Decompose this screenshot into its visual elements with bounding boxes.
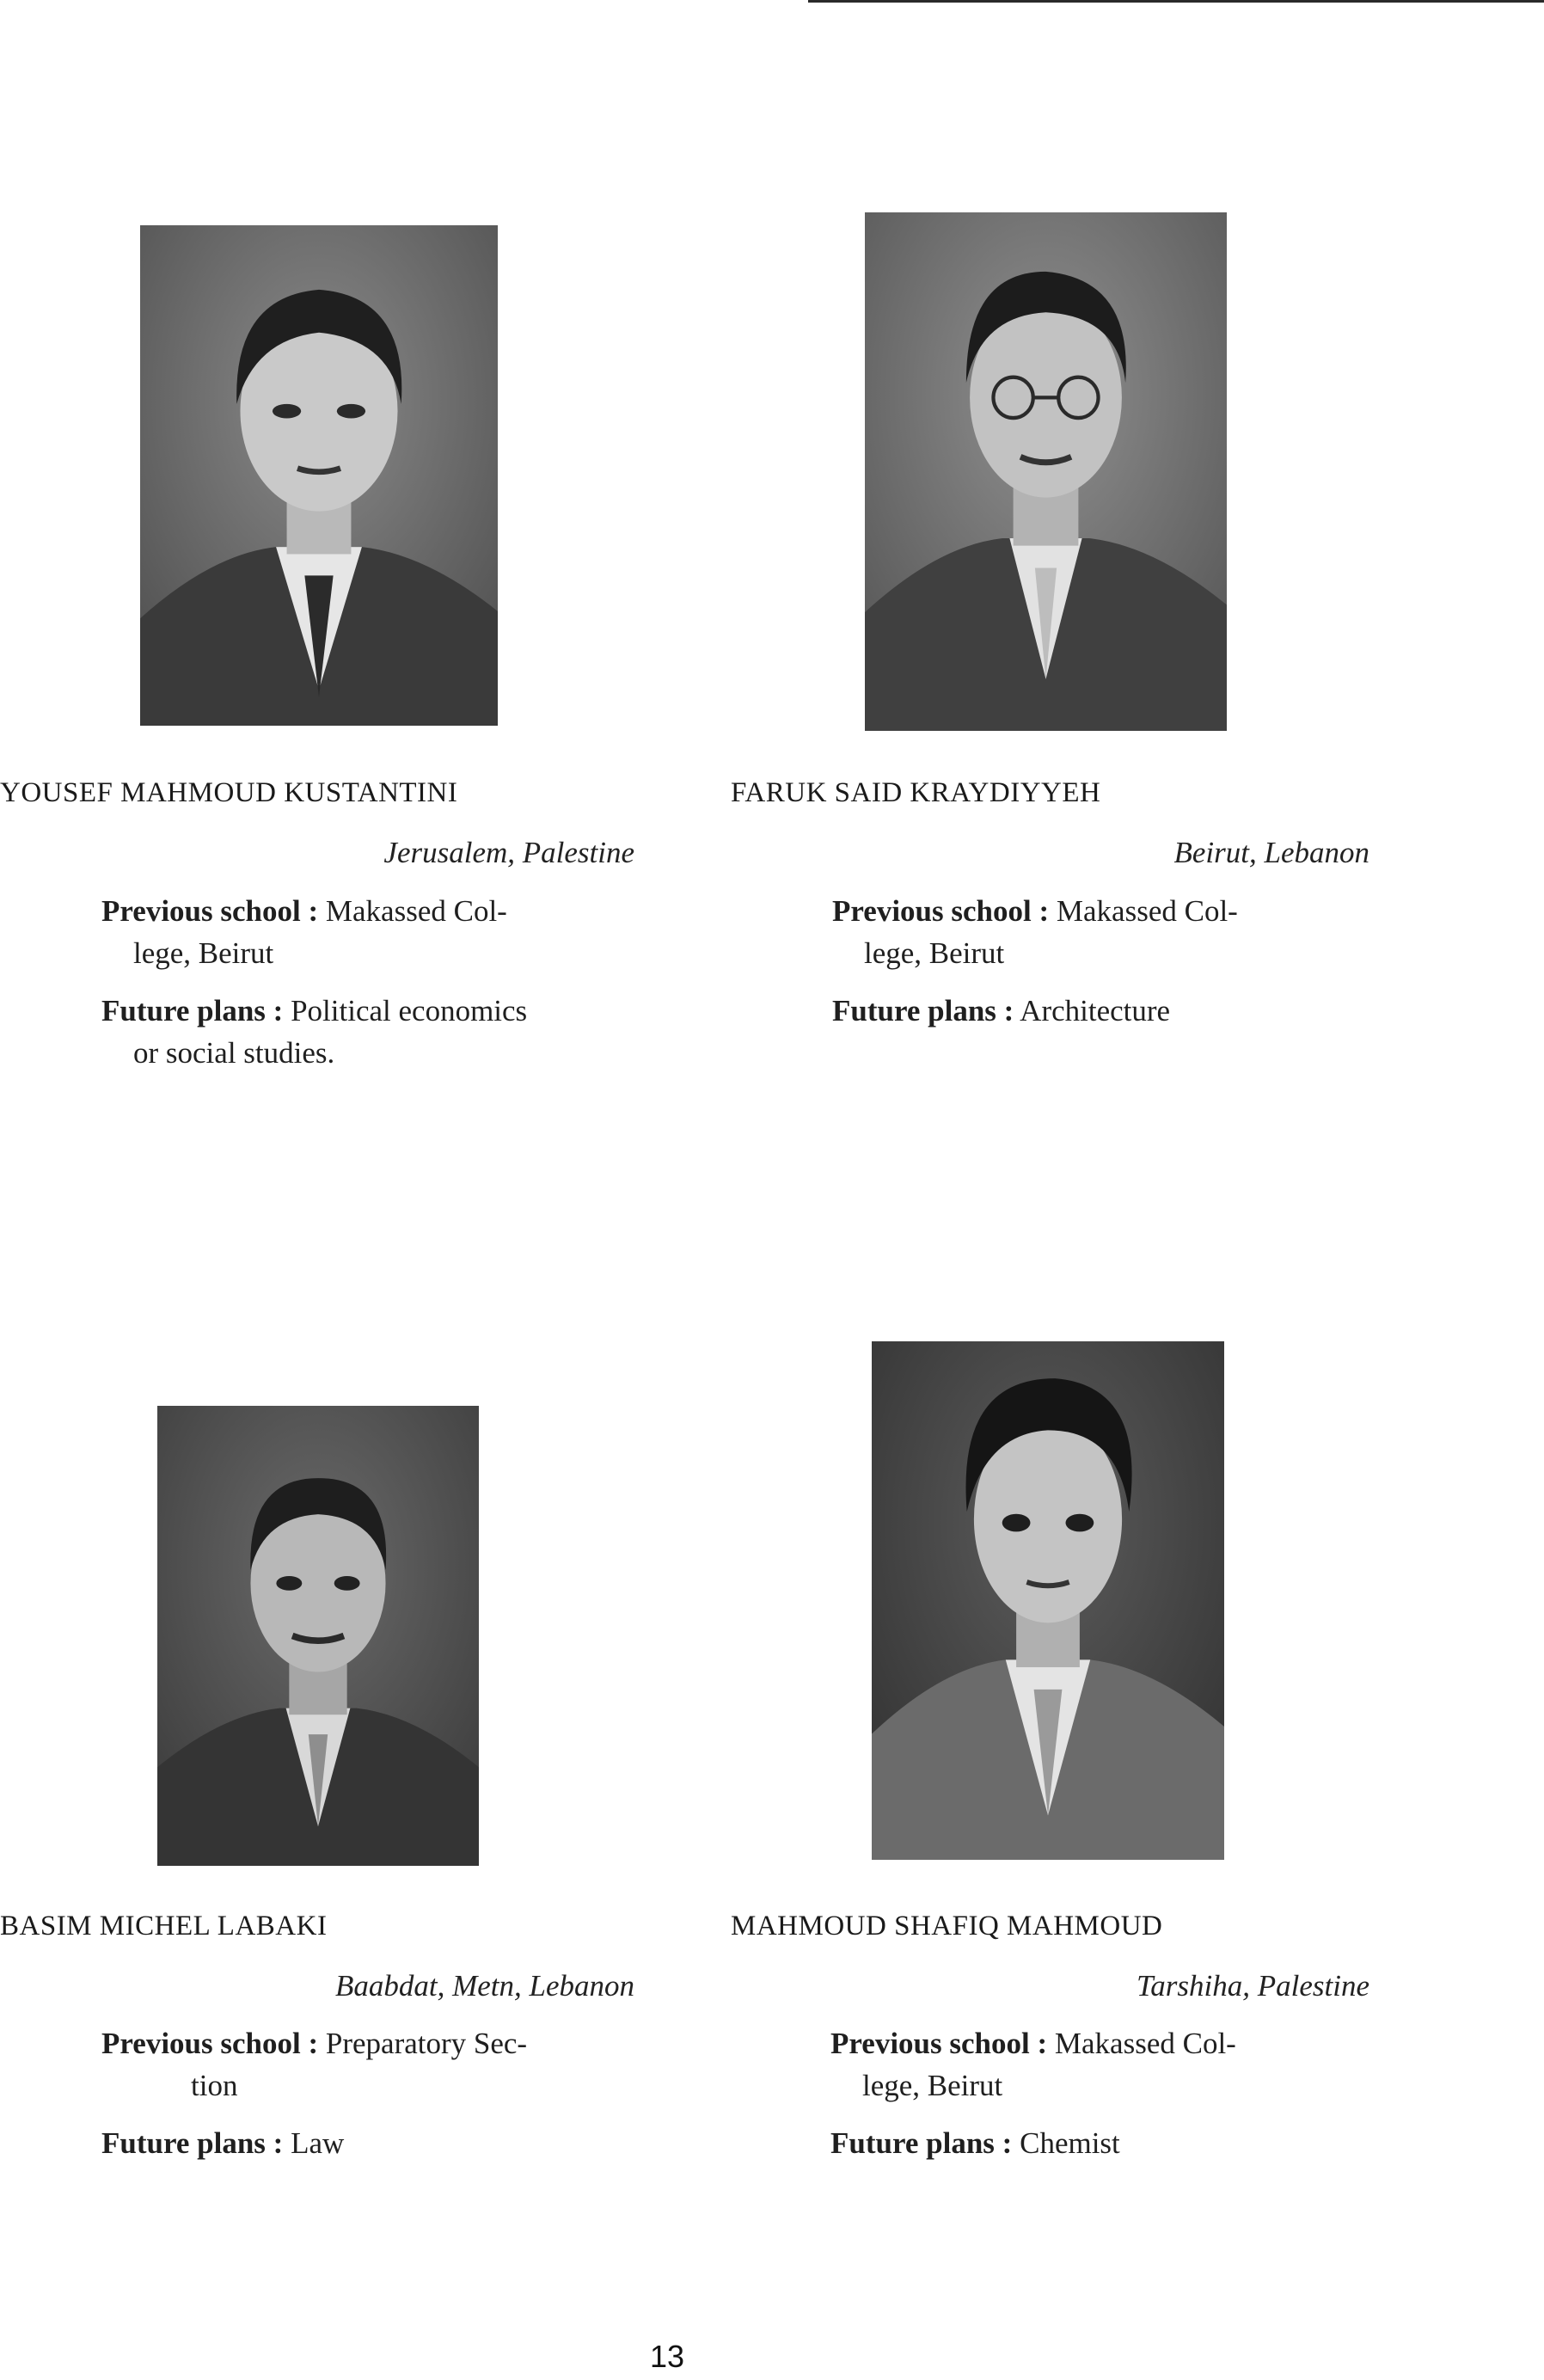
previous-school-continuation: lege, Beirut <box>862 2069 1003 2102</box>
student-hometown: Tarshiha, Palestine <box>1137 1969 1369 2003</box>
portrait-photo-kraydiyyeh <box>865 212 1227 731</box>
future-plans-continuation: or social studies. <box>133 1036 335 1070</box>
previous-school-continuation: tion <box>191 2069 238 2102</box>
future-plans-line <box>101 2126 344 2161</box>
future-plans-line <box>830 2126 1120 2161</box>
future-plans-label: Future plans : <box>832 994 1014 1027</box>
previous-school-value: Makassed Col- <box>1054 2027 1236 2060</box>
portrait-image <box>865 212 1227 731</box>
portrait-photo-labaki <box>157 1406 479 1866</box>
previous-school-continuation: lege, Beirut <box>133 936 274 970</box>
future-plans-value: Political economics <box>291 994 528 1027</box>
previous-school-value: Makassed Col- <box>325 894 507 928</box>
student-hometown: Jerusalem, Palestine <box>383 836 634 869</box>
previous-school-value: Preparatory Sec- <box>325 2027 528 2060</box>
student-hometown: Beirut, Lebanon <box>1173 836 1369 869</box>
portrait-photo-kustantini <box>140 225 498 726</box>
portrait-photo-mahmoud <box>872 1341 1224 1860</box>
previous-school-label: Previous school : <box>101 894 319 928</box>
student-name: FARUK SAID KRAYDIYYEH <box>731 777 1101 808</box>
portrait-image <box>140 225 498 726</box>
previous-school-line <box>832 894 1238 929</box>
previous-school-line <box>830 2027 1236 2061</box>
future-plans-value: Chemist <box>1020 2126 1120 2160</box>
future-plans-label: Future plans : <box>101 2126 284 2160</box>
future-plans-value: Architecture <box>1020 994 1171 1027</box>
future-plans-label: Future plans : <box>101 994 284 1027</box>
previous-school-label: Previous school : <box>832 894 1050 928</box>
portrait-image <box>157 1406 479 1866</box>
previous-school-label: Previous school : <box>830 2027 1048 2060</box>
previous-school-label: Previous school : <box>101 2027 319 2060</box>
student-name: BASIM MICHEL LABAKI <box>0 1911 328 1941</box>
previous-school-line <box>101 894 507 929</box>
previous-school-continuation: lege, Beirut <box>864 936 1005 970</box>
student-hometown: Baabdat, Metn, Lebanon <box>334 1969 634 2003</box>
portrait-image <box>872 1341 1224 1860</box>
future-plans-line <box>832 994 1170 1028</box>
student-name: YOUSEF MAHMOUD KUSTANTINI <box>0 777 458 808</box>
future-plans-value: Law <box>291 2126 345 2160</box>
page-number: 13 <box>650 2339 685 2374</box>
previous-school-line <box>101 2027 527 2061</box>
top-edge-rule <box>808 0 1544 3</box>
future-plans-line <box>101 994 527 1028</box>
future-plans-label: Future plans : <box>830 2126 1013 2160</box>
previous-school-value: Makassed Col- <box>1056 894 1238 928</box>
student-name: MAHMOUD SHAFIQ MAHMOUD <box>731 1911 1163 1941</box>
